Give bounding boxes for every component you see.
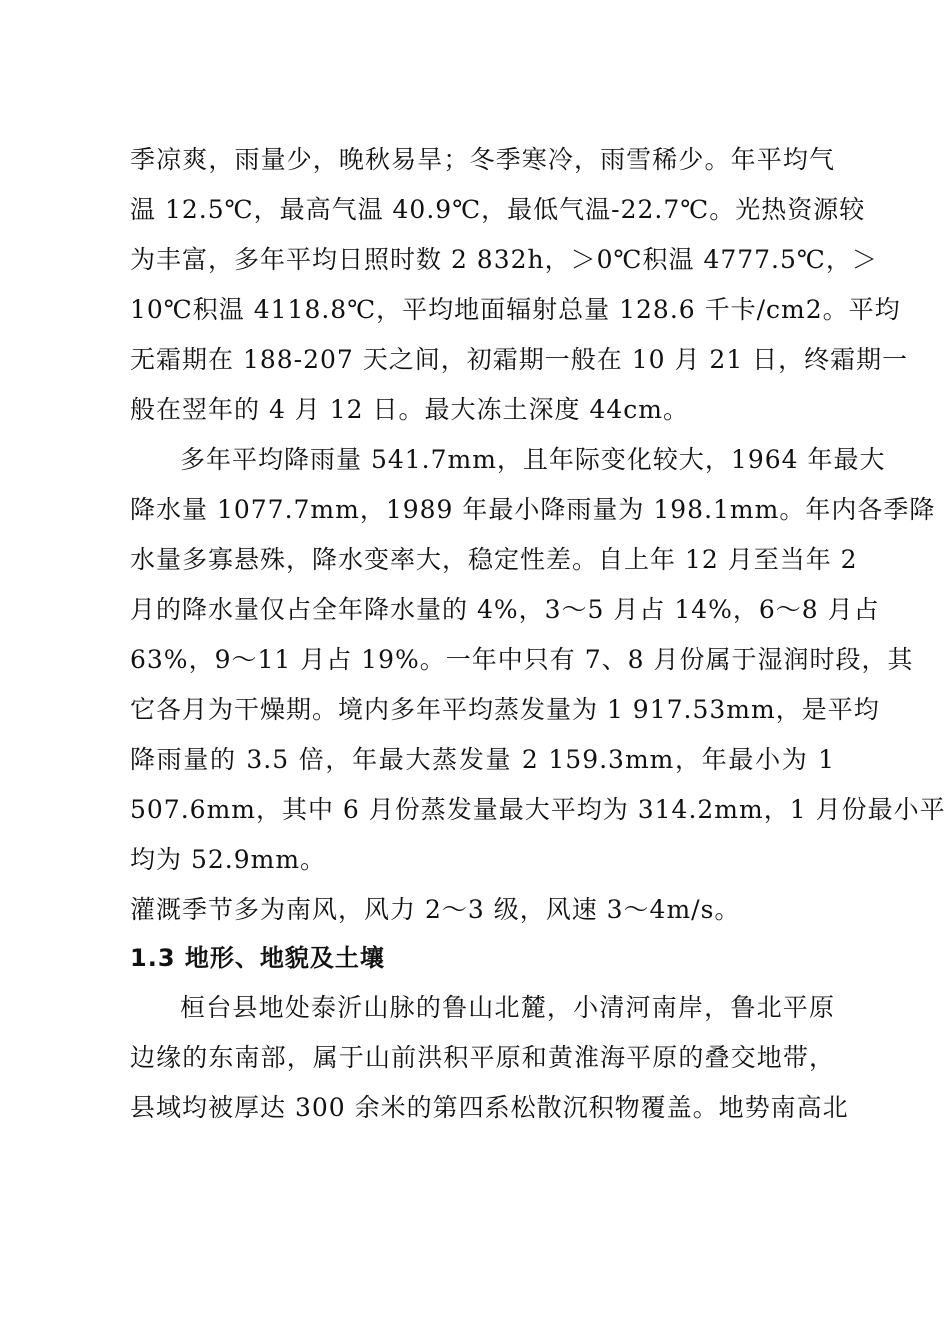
paragraph-line: 县域均被厚达 300 余米的第四系松散沉积物覆盖。地势南高北	[130, 1093, 849, 1122]
paragraph-line: 月的降水量仅占全年降水量的 4%，3～5 月占 14%，6～8 月占	[130, 595, 880, 624]
paragraph-line: 507.6mm，其中 6 月份蒸发量最大平均为 314.2mm，1 月份最小平	[130, 795, 946, 824]
section-heading: 1.3 地形、地貌及土壤	[130, 944, 385, 972]
paragraph-line: 均为 52.9mm。	[130, 845, 327, 874]
paragraph-line: 多年平均降雨量 541.7mm，且年际变化较大，1964 年最大	[180, 445, 886, 474]
paragraph-line: 它各月为干燥期。境内多年平均蒸发量为 1 917.53mm，是平均	[130, 695, 880, 724]
paragraph-line: 温 12.5℃，最高气温 40.9℃，最低气温-22.7℃。光热资源较	[130, 195, 866, 224]
paragraph-line: 季凉爽，雨量少，晚秋易旱；冬季寒冷，雨雪稀少。年平均气	[130, 145, 835, 174]
paragraph-line: 桓台县地处泰沂山脉的鲁山北麓，小清河南岸，鲁北平原	[180, 993, 835, 1022]
paragraph-line: 降水量 1077.7mm，1989 年最小降雨量为 198.1mm。年内各季降	[130, 495, 936, 524]
paragraph-line: 般在翌年的 4 月 12 日。最大冻土深度 44cm。	[130, 395, 689, 424]
paragraph-line: 水量多寡悬殊，降水变率大，稳定性差。自上年 12 月至当年 2	[130, 545, 858, 574]
paragraph-line: 降雨量的 3.5 倍，年最大蒸发量 2 159.3mm，年最小为 1	[130, 745, 835, 774]
paragraph-line: 边缘的东南部，属于山前洪积平原和黄淮海平原的叠交地带，	[130, 1043, 835, 1072]
paragraph-line: 63%，9～11 月占 19%。一年中只有 7、8 月份属于湿润时段，其	[130, 645, 914, 674]
paragraph-line: 10℃积温 4118.8℃，平均地面辐射总量 128.6 千卡/cm2。平均	[130, 295, 901, 324]
paragraph-line: 无霜期在 188-207 天之间，初霜期一般在 10 月 21 日，终霜期一	[130, 345, 909, 374]
paragraph-line: 灌溉季节多为南风，风力 2～3 级，风速 3～4m/s。	[130, 895, 741, 924]
paragraph-line: 为丰富，多年平均日照时数 2 832h，＞0℃积温 4777.5℃，＞	[130, 245, 878, 274]
